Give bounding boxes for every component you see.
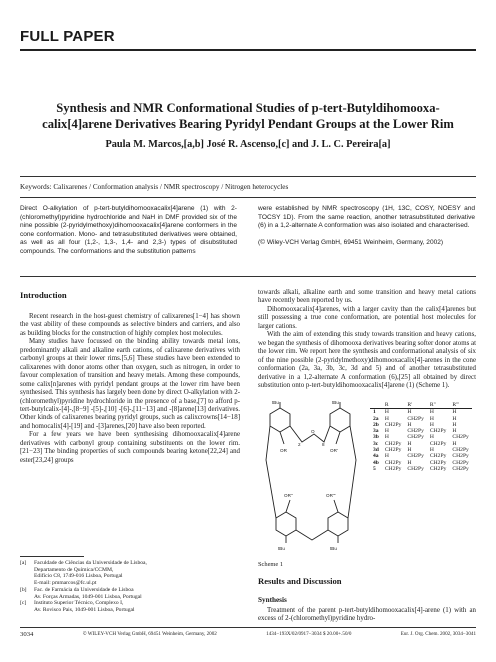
table-cell: H <box>452 440 457 447</box>
table-cell: CH2Py <box>452 447 469 454</box>
affiliation-text <box>34 560 147 587</box>
author-list: Paula M. Marcos,[a,b] José R. Ascenso,[c] and J. L. C. Pereira[a] <box>105 139 391 150</box>
intro-paragraph-3: For a few years we have been synthesising dihomooxacalix[4]arene derivatives with carbonyl group containing substituents on the lower rim.[21−23] The binding properties of such compounds bearing ketone[22,24] and ester[23,24] groups <box>20 431 240 464</box>
affiliation-3 <box>20 600 240 613</box>
table-cell: CH2Py <box>407 465 424 472</box>
table-cell: H <box>384 434 389 441</box>
table-cell: 1 <box>373 409 376 416</box>
issn: 1434−193X/02/0917−3034 $ 20.00+.50/0 <box>266 631 352 637</box>
results-heading: Results and Discussion <box>258 576 342 586</box>
label-or2: OR'' <box>284 493 293 498</box>
substituent-table <box>370 402 472 472</box>
table-cell: CH2Py <box>452 459 469 466</box>
table-cell: 3c <box>373 440 379 447</box>
title-line-2: calix[4]arene Derivatives Bearing Pyridyl Pendant Groups at the Lower Rim <box>42 117 454 131</box>
table-cell: H <box>407 409 412 416</box>
affiliation-line: Av. Rovisco Pais, 1049-001 Lisboa, Portugal <box>34 606 135 613</box>
label-bridge-oxygen: O <box>311 429 315 434</box>
keywords-top-rule <box>20 176 476 177</box>
page-number: 3034 <box>20 631 34 638</box>
table-cell: CH2Py <box>429 440 447 447</box>
substituent-column-1: R <box>382 402 404 409</box>
table-cell: H <box>429 409 434 416</box>
synthesis-paragraph: Treatment of the parent p-tert-butyldihomooxacalix[4]-arene (1) with an excess of 2-(chloromethyl)pyridine hydro- <box>258 607 476 623</box>
right-paragraph-2: Dihomooxacalix[4]arenes, with a larger cavity than the calix[4]arenes but still possessing a true cone conformation, are potential host molecules for larger cations. <box>258 305 476 330</box>
keywords-bottom-rule <box>20 197 476 198</box>
substituent-table-header <box>370 402 472 409</box>
substituent-column-0 <box>370 402 382 409</box>
table-cell: CH2Py <box>452 465 469 472</box>
footer-rule <box>20 627 476 628</box>
table-row <box>370 434 472 440</box>
abstract-right-text: were established by NMR spectroscopy (1H, 13C, COSY, NOESY and TOCSY 1D). From the same reaction, another tetrasubstituted derivative (6) in a 1,2-alternate A conformation was also isolated and characterised. <box>258 205 475 230</box>
abstract-left: Direct O-alkylation of p-tert-butyldihomooxacalix[4]arene (1) with 2-(chloromethyl)pyridine hydrochloride and NaH in DMF provided six of the nine possible (2-pyridylmethoxy)dihomooxacalix[4]arene conformers in the cone conformation. Mono- and tetrasubstituted derivatives were obtained, as well as all four (1,2-, 1,3-, 1,4- and 2,3-) types of disubstituted compounds. The conformations and the substitution patterns <box>20 205 237 255</box>
table-cell: 4a <box>373 453 379 460</box>
affiliation-mark: [b] <box>20 586 27 593</box>
label-or1: OR' <box>330 448 338 453</box>
table-cell: CH2Py <box>429 465 447 472</box>
affiliation-line: Fac. de Farmácia da Universidade de Lisboa <box>34 586 134 593</box>
header-rule <box>20 49 476 51</box>
abstract-copyright: (© Wiley-VCH Verlag GmbH, 69451 Weinheim, Germany, 2002) <box>258 238 444 246</box>
label-tbu-1: tBu <box>272 400 279 405</box>
scheme-1-structure <box>258 400 368 555</box>
table-cell: 2b <box>373 421 379 428</box>
intro-body <box>20 313 240 465</box>
table-cell: H <box>429 415 434 422</box>
affiliation-line: Faculdade de Ciências da Universidade de Lisboa, <box>34 560 147 566</box>
table-cell: 3a <box>373 428 379 435</box>
footnote-rule <box>20 556 84 557</box>
label-tbu-2: tBu <box>332 400 339 405</box>
table-cell: CH2Py <box>384 447 402 454</box>
affiliation-line: Av. Forças Armadas, 1049-001 Lisboa, Portugal <box>34 593 142 600</box>
table-cell: H <box>384 453 389 460</box>
affiliation-line: Departamento de Química/CCMM, <box>34 566 114 573</box>
table-cell: 3d <box>373 447 379 454</box>
table-cell: H <box>407 421 412 428</box>
keywords: Keywords: Calixarenes / Conformation analysis / NMR spectroscopy / Nitrogen heterocycles <box>20 183 289 191</box>
title-line-1: Synthesis and NMR Conformational Studies of p-tert-Butyldihomooxa- <box>56 101 440 115</box>
label-position-2: 2 <box>298 442 301 447</box>
affiliation-text <box>34 587 142 600</box>
table-cell: 2a <box>373 415 379 422</box>
table-cell: CH2Py <box>452 434 469 441</box>
substituent-column-4: R''' <box>449 402 471 409</box>
table-cell: CH2Py <box>452 453 469 460</box>
affiliation-mark: [a] <box>20 560 27 566</box>
table-cell: CH2Py <box>384 421 402 428</box>
table-cell: H <box>452 409 457 416</box>
aryl-ring-bottom-left <box>276 512 296 536</box>
right-paragraph-1: towards alkali, alkaline earth and some transition and heavy metal cations have recently been reported by us. <box>258 289 476 305</box>
affiliation-mark: [c] <box>20 600 27 607</box>
intro-paragraph-1: Recent research in the host-guest chemistry of calixarenes[1−4] has shown the vast ability of these compounds as selective binders and carriers, and also as building blocks for the construction of highly complex host molecules. <box>20 313 240 337</box>
table-cell: 3b <box>373 434 379 441</box>
affiliation-2 <box>20 587 240 600</box>
table-cell: CH2Py <box>384 465 402 472</box>
table-cell: CH2Py <box>407 453 424 460</box>
substituent-column-3: R'' <box>427 402 449 409</box>
abstract-bottom-rule <box>20 276 476 277</box>
affiliation-line: Instituto Superior Técnico, Complexo I, <box>34 600 124 607</box>
table-cell: H <box>429 434 434 441</box>
table-cell: H <box>429 447 434 454</box>
table-cell: H <box>407 459 412 466</box>
table-cell: CH2Py <box>384 440 402 447</box>
aryl-ring-bottom-right <box>328 512 348 536</box>
label-or3: OR''' <box>326 493 336 498</box>
right-paragraph-3: With the aim of extending this study towards transition and heavy cations, we began the synthesis of dihomooxa derivatives bearing softer donor atoms at the lower rim. We report here the synthesis and conformational analysis of six of the nine possible (2-pyridylmethoxy)dihomooxacalix[4]-arenes in the cone conformation (2a, 3a, 3b, 3c, 3d and 5) and of another tetrasubstituted derivative in a 1,2-alternate A conformation (6),[25] all obtained by direct substitution onto p-tert-butyldihomooxacalix[4]arene (1) (Scheme 1). <box>258 331 476 389</box>
table-cell: H <box>384 415 389 422</box>
table-cell: H <box>407 440 412 447</box>
table-cell: H <box>452 421 457 428</box>
table-cell: CH2Py <box>407 415 424 422</box>
substituent-column-2: R' <box>404 402 426 409</box>
publisher-notice: © WILEY-VCH Verlag GmbH, 69451 Weinheim, Germany, 2002 <box>82 631 217 637</box>
label-tbu-3: tBu <box>278 546 285 551</box>
table-cell: H <box>407 447 412 454</box>
aryl-ring-top-right <box>330 408 350 432</box>
table-cell: H <box>429 421 434 428</box>
table-cell: CH2Py <box>429 453 447 460</box>
right-column-top <box>258 289 476 390</box>
table-cell: CH2Py <box>429 428 447 435</box>
table-cell: 4b <box>373 459 379 466</box>
abstract-right <box>258 205 475 247</box>
table-cell: 5 <box>373 465 376 472</box>
affiliation-text <box>34 600 135 613</box>
label-position-8: 8 <box>322 442 325 447</box>
label-or: OR <box>280 448 287 453</box>
synthesis-body <box>258 607 476 624</box>
table-cell: H <box>452 428 457 435</box>
table-cell: CH2Py <box>407 434 424 441</box>
table-cell: CH2Py <box>407 428 424 435</box>
table-cell: H <box>384 409 389 416</box>
synthesis-heading: Synthesis <box>258 596 287 604</box>
table-cell: CH2Py <box>429 459 447 466</box>
table-row <box>370 453 472 459</box>
table-row <box>370 466 472 472</box>
table-cell: H <box>452 415 457 422</box>
journal-citation: Eur. J. Org. Chem. 2002, 3034−3041 <box>400 631 476 637</box>
substituent-table-body <box>370 409 472 472</box>
scheme-caption: Scheme 1 <box>258 561 284 568</box>
affiliation-line: Edifício C8, 1749-016 Lisboa, Portugal <box>34 573 123 580</box>
table-cell: H <box>384 428 389 435</box>
page-footer <box>20 631 476 638</box>
aryl-ring-top-left <box>270 408 290 432</box>
label-tbu-4: tBu <box>330 546 337 551</box>
affiliation-block <box>20 560 240 614</box>
intro-heading: Introduction <box>20 290 67 300</box>
section-label: FULL PAPER <box>20 28 115 45</box>
table-cell: CH2Py <box>384 459 402 466</box>
affiliation-1 <box>20 560 240 587</box>
paper-title <box>30 100 466 132</box>
substituent-table-wrap <box>370 402 472 472</box>
intro-paragraph-2: Many studies have focussed on the binding ability towards metal ions, predominantly alkali and alkaline earth cations, of calixarene derivatives with carbonyl groups at their lower rims.[5,6] These studies have been extended to calixarenes with donor atoms other than oxygen, such as nitrogen, in order to favour complexation of transition and heavy metals. Among these compounds, some calix[n]arenes with pyridyl pendant groups at the lower rim have been synthesised. This synthesis has largely been done by direct O-alkylation with 2-(chloromethyl)pyridine hydrochloride in the presence of a base,[7] to afford p-tert-butylcalix-[4]-,[8−9] -[5]-,[10] -[6]-,[11−13] and -[8]arene[13] derivatives. Other kinds of calixarenes bearing pyridyl groups, such as calixcrowns[14−18] and homocalix[4]-[19] and -[3]arenes,[20] have also been reported. <box>20 338 240 430</box>
table-row <box>370 409 472 416</box>
affiliation-line: E-mail: pmmarcos@fc.ul.pt <box>34 580 97 587</box>
